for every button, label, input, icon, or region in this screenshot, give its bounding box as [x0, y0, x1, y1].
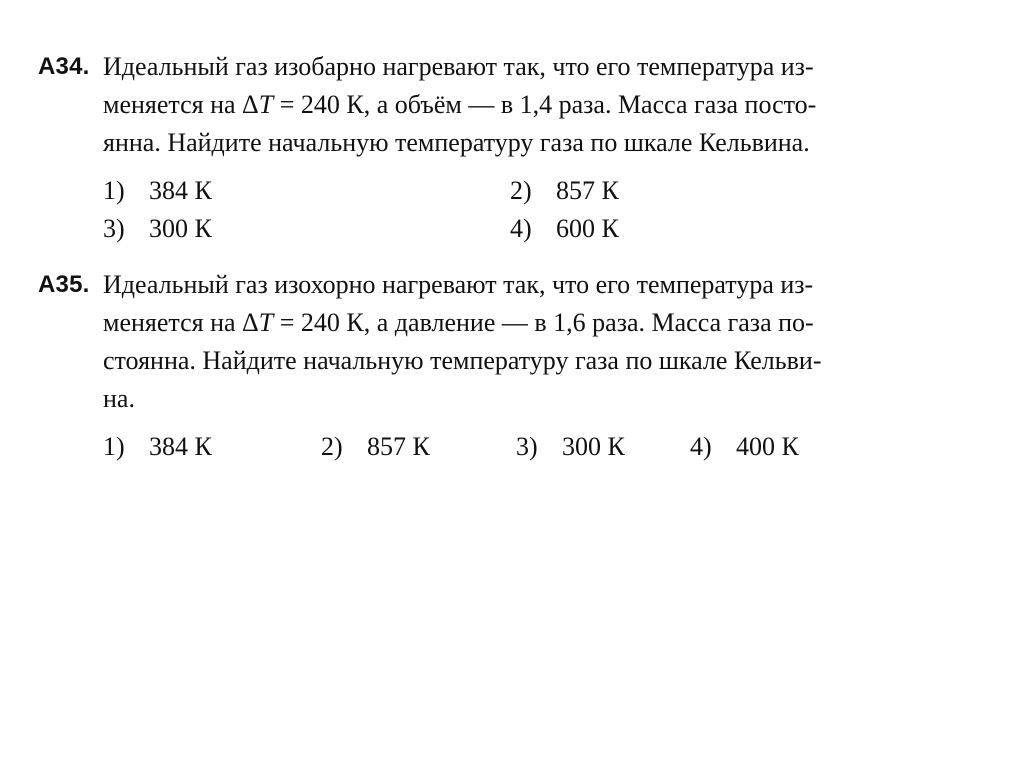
answer-option-1: [103, 428, 212, 466]
answer-value: 400 К: [736, 432, 799, 461]
answer-label: 3): [516, 432, 538, 461]
answer-value: 300 К: [149, 214, 212, 243]
answer-row: [38, 428, 799, 466]
answer-label: 4): [510, 214, 532, 243]
answer-value: 857 К: [367, 432, 430, 461]
variable-t: T: [258, 308, 274, 337]
answer-label: 1): [103, 432, 125, 461]
problem-line: [38, 124, 810, 162]
problem-text-line-2: [103, 86, 817, 124]
problem-a35: [38, 266, 822, 466]
line-suffix: = 240 К, а объём — в 1,4 раза. Масса газа посто-: [273, 90, 817, 119]
problem-line: [38, 380, 738, 418]
answer-option-2: [321, 428, 430, 466]
problem-text-line-3: стоянна. Найдите начальную температуру газа по шкале Кельви-: [103, 346, 822, 375]
answer-value: 600 К: [556, 214, 619, 243]
delta-symbol: Δ: [242, 90, 259, 119]
problem-text-line-1: Идеальный газ изохорно нагревают так, что его температура из-: [103, 270, 814, 299]
answer-label: 4): [690, 432, 712, 461]
problem-line: [38, 48, 814, 86]
answer-label: 2): [321, 432, 343, 461]
variable-t: T: [258, 90, 274, 119]
answer-option-4: [690, 428, 799, 466]
answer-row: [38, 172, 738, 210]
problem-number: А35.: [38, 271, 90, 298]
problem-line: [38, 304, 814, 342]
problem-line: [38, 266, 814, 304]
answer-value: 384 К: [149, 432, 212, 461]
answer-option-4: [510, 210, 619, 248]
answer-option-3: [103, 210, 212, 248]
answer-value: 300 К: [562, 432, 625, 461]
problem-line: [38, 86, 817, 124]
problem-text-line-4: на.: [103, 384, 135, 413]
answer-option-2: [510, 172, 619, 210]
answer-label: 1): [103, 176, 125, 205]
answer-label: 2): [510, 176, 532, 205]
line-prefix: меняется на: [103, 308, 243, 337]
line-suffix: = 240 К, а давление — в 1,6 раза. Масса газа по-: [273, 308, 814, 337]
answer-value: 857 К: [556, 176, 619, 205]
answer-option-1: [103, 172, 212, 210]
answer-option-3: [516, 428, 625, 466]
answer-row: [38, 210, 738, 248]
delta-symbol: Δ: [242, 308, 259, 337]
problem-text-line-2: [103, 304, 814, 342]
problem-text-line-3: янна. Найдите начальную температуру газа по шкале Кельвина.: [103, 128, 810, 157]
line-prefix: меняется на: [103, 90, 243, 119]
problem-text-line-1: Идеальный газ изобарно нагревают так, что его температура из-: [103, 52, 814, 81]
problem-number: А34.: [38, 53, 90, 80]
answer-value: 384 К: [149, 176, 212, 205]
problem-line: [38, 342, 822, 380]
problem-a34: [38, 48, 817, 248]
answer-label: 3): [103, 214, 125, 243]
